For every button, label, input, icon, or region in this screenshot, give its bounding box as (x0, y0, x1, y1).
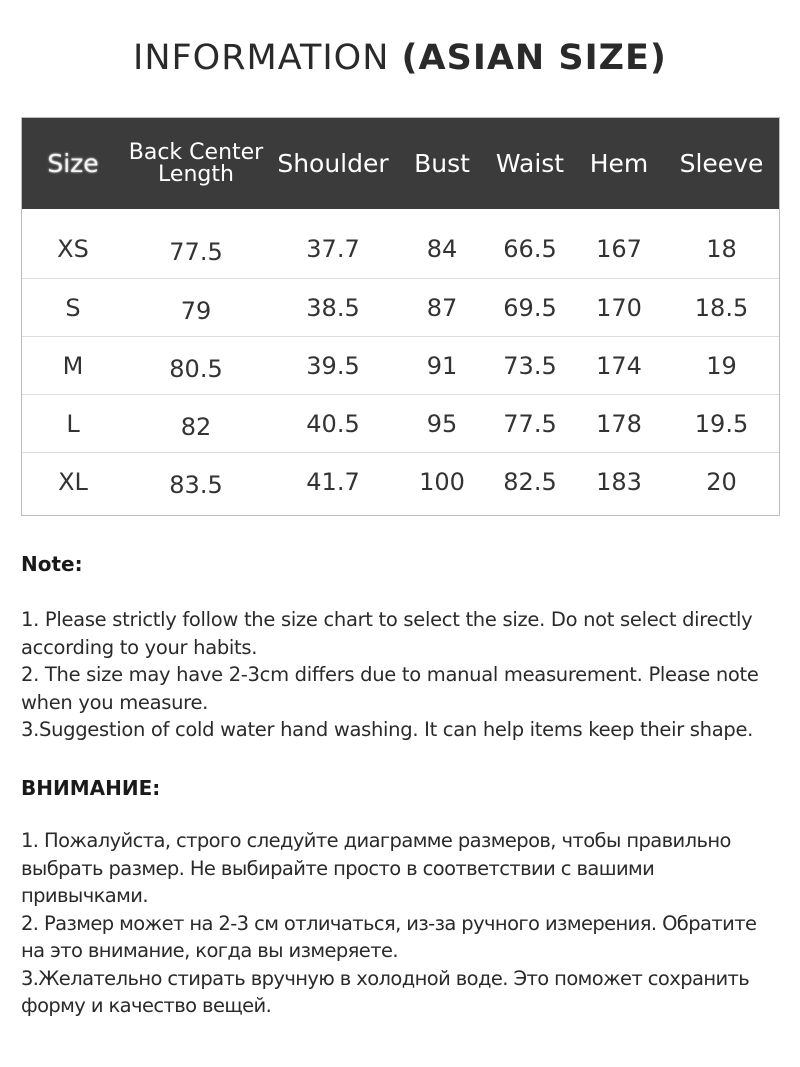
cell-bust: 91 (426, 351, 458, 380)
page-title (0, 38, 800, 78)
cell-waist: 77.5 (503, 409, 557, 438)
table-row (22, 278, 779, 336)
note-line-2: 2. The size may have 2-3cm differs due to manual measurement. Please note when you measure. (21, 663, 759, 714)
cell-back-center-length: 79 (180, 296, 212, 325)
cell-back-center-length: 77.5 (169, 237, 223, 266)
cell-sleeve: 18 (706, 234, 737, 263)
header-sleeve: Sleeve (679, 149, 764, 178)
size-table (21, 117, 780, 516)
header-waist: Waist (495, 149, 565, 178)
cell-shoulder: 40.5 (306, 409, 360, 438)
table-row (22, 336, 779, 394)
cell-sleeve: 20 (706, 467, 737, 496)
cell-sleeve: 18.5 (694, 293, 749, 322)
header-shoulder: Shoulder (277, 149, 389, 178)
note-line-1: 1. Please strictly follow the size chart to select the size. Do not select directly according to your habits. (21, 608, 753, 659)
cell-back-center-length: 80.5 (169, 354, 223, 383)
ru-note-section (21, 776, 781, 1020)
title-light: INFORMATION (133, 38, 402, 78)
cell-size: L (66, 409, 80, 438)
header-back-center-length (124, 139, 268, 187)
cell-bust: 95 (426, 409, 458, 438)
cell-shoulder: 41.7 (306, 467, 360, 496)
ru-note-heading: ВНИМАНИЕ: (21, 776, 161, 800)
cell-hem: 167 (596, 234, 642, 263)
table-row (22, 209, 779, 278)
cell-shoulder: 38.5 (306, 293, 360, 322)
header-back-center-line2: Length (158, 161, 234, 187)
cell-bust: 100 (419, 467, 465, 496)
cell-size: XL (58, 467, 88, 496)
header-back-center-line1: Back Center (128, 139, 264, 165)
header-size: Size (47, 149, 99, 178)
cell-waist: 82.5 (503, 467, 557, 496)
note-heading: Note: (21, 552, 83, 576)
cell-hem: 183 (596, 467, 642, 496)
cell-back-center-length: 83.5 (169, 470, 223, 499)
cell-sleeve: 19 (706, 351, 737, 380)
cell-size: XS (57, 234, 89, 263)
note-line-3: 3.Suggestion of cold water hand washing. It can help items keep their shape. (21, 718, 754, 741)
header-hem: Hem (589, 149, 649, 178)
table-body (22, 209, 779, 510)
cell-hem: 178 (596, 409, 642, 438)
table-row (22, 452, 779, 510)
cell-shoulder: 39.5 (306, 351, 360, 380)
table-header (22, 118, 779, 209)
title-bold: (ASIAN SIZE) (401, 38, 667, 78)
ru-note-line-2: 2. Размер может на 2-3 см отличаться, из-за ручного измерения. Обратите на это внимание, когда вы измеряете. (21, 911, 757, 962)
table-row (22, 394, 779, 452)
cell-back-center-length: 82 (180, 412, 212, 441)
cell-size: M (62, 351, 84, 380)
note-text (21, 606, 781, 744)
header-bust: Bust (414, 149, 470, 178)
cell-hem: 174 (596, 351, 642, 380)
cell-shoulder: 37.7 (306, 234, 360, 263)
cell-waist: 73.5 (503, 351, 557, 380)
cell-sleeve: 19.5 (694, 409, 749, 438)
cell-size: S (65, 293, 81, 322)
ru-note-text (21, 827, 781, 1020)
cell-bust: 84 (426, 234, 458, 263)
ru-note-line-1: 1. Пожалуйста, строго следуйте диаграмме размеров, чтобы правильно выбрать размер. Не выбирайте просто в соответствии с вашими привычками. (21, 829, 731, 907)
cell-bust: 87 (426, 293, 458, 322)
note-section (21, 552, 781, 744)
cell-waist: 69.5 (503, 293, 557, 322)
cell-hem: 170 (596, 293, 642, 322)
cell-waist: 66.5 (503, 234, 557, 263)
ru-note-line-3: 3.Желательно стирать вручную в холодной воде. Это поможет сохранить форму и качество вещей. (21, 966, 750, 1017)
